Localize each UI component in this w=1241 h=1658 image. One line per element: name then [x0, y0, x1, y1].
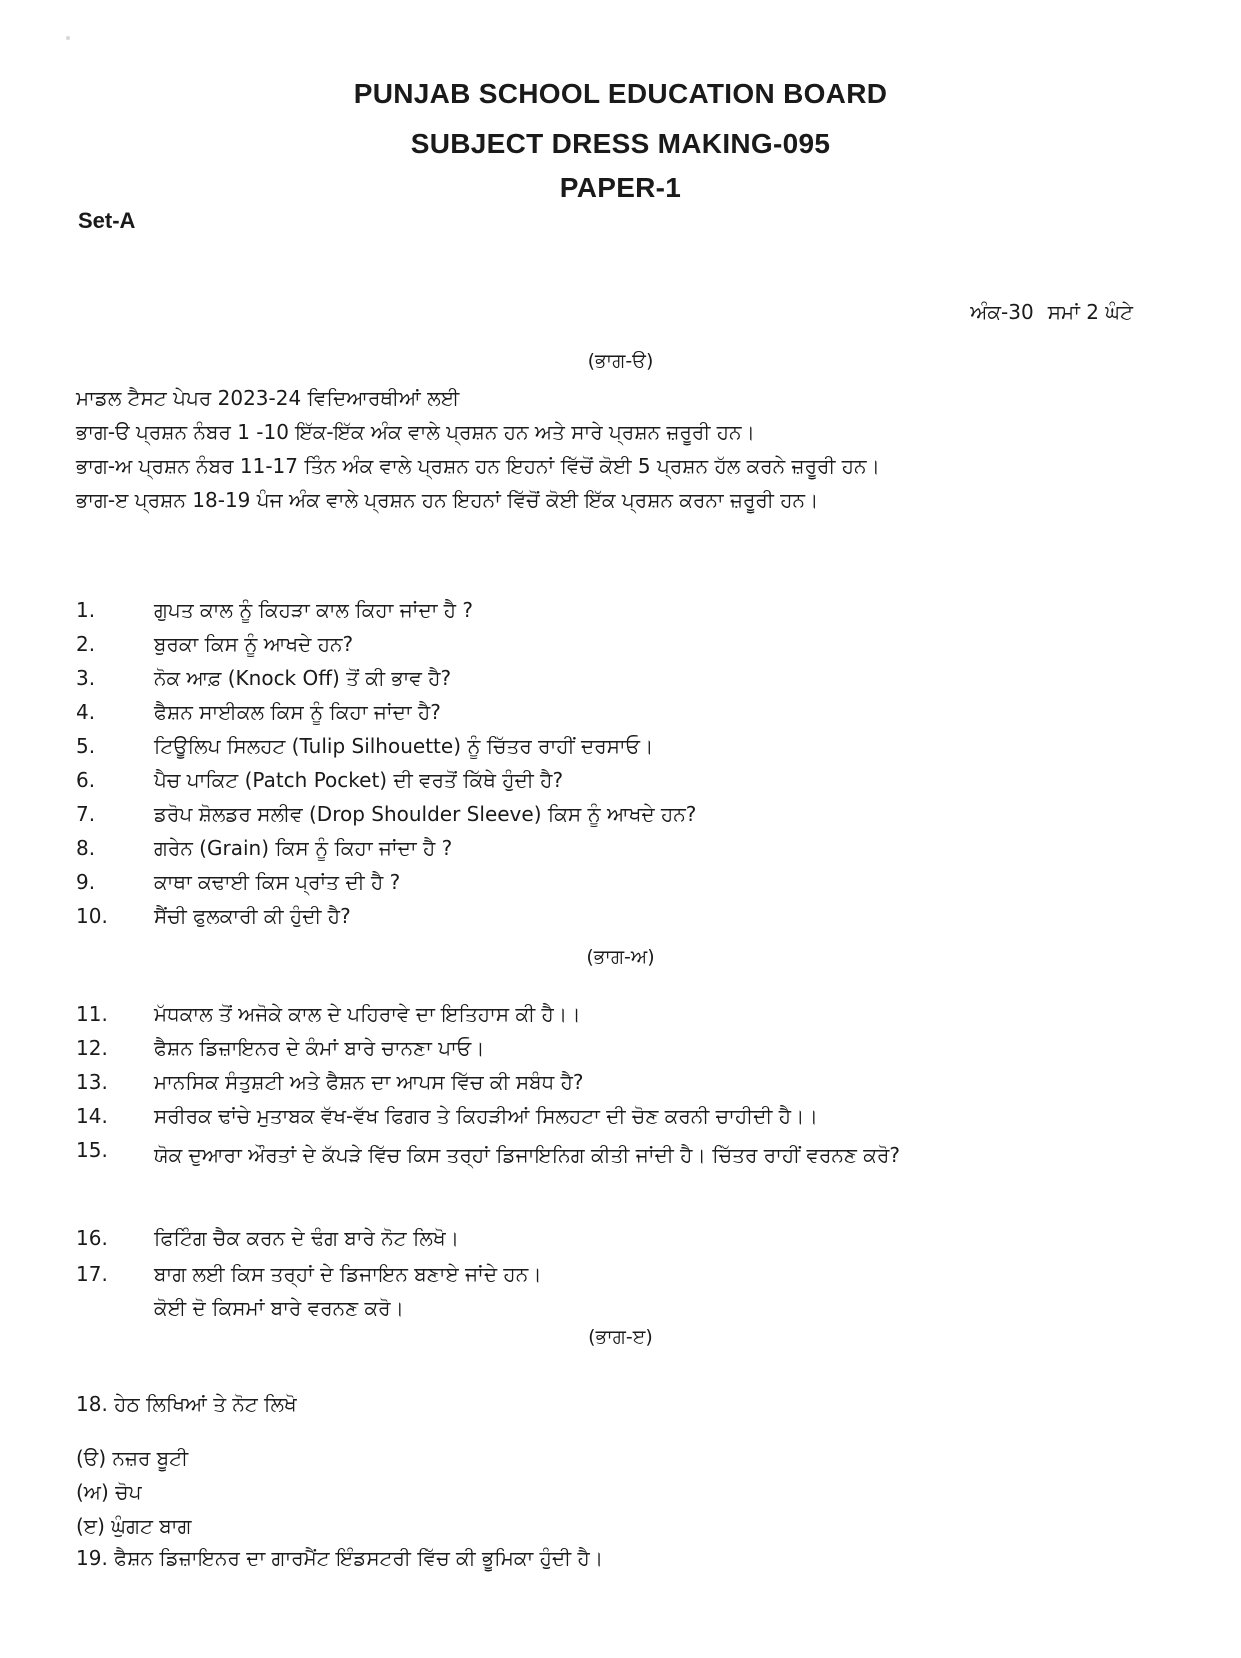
- question-text: ਬੁਰਕਾ ਕਿਸ ਨੂੰ ਆਖਦੇ ਹਨ?: [154, 632, 354, 656]
- instruction-line: ਮਾਡਲ ਟੈਸਟ ਪੇਪਰ 2023-24 ਵਿਦਿਆਰਥੀਆਂ ਲਈ: [76, 386, 460, 410]
- instruction-line: ਭਾਗ-ੲ ਪ੍ਰਸ਼ਨ 18-19 ਪੰਜ ਅੰਕ ਵਾਲੇ ਪ੍ਰਸ਼ਨ ਹਨ ਇਹਨਾਂ ਵਿੱਚੋਂ ਕੋਈ ਇੱਕ ਪ੍ਰਸ਼ਨ ਕਰਨਾ ਜ਼ਰੂਰੀ ਹਨ।: [76, 488, 819, 512]
- question-number: 6.: [76, 768, 96, 792]
- question-text: ਟਿਊਲਿਪ ਸਿਲਹਟ (Tulip Silhouette) ਨੂੰ ਚਿੱਤਰ ਰਾਹੀਂ ਦਰਸਾਓ।: [154, 734, 654, 758]
- question-text: ਡਰੋਪ ਸ਼ੋਲਡਰ ਸਲੀਵ (Drop Shoulder Sleeve) ਕਿਸ ਨੂੰ ਆਖਦੇ ਹਨ?: [154, 802, 697, 826]
- question-item: [76, 1002, 581, 1026]
- question-number: 16.: [76, 1226, 108, 1250]
- question-item: [76, 1070, 584, 1094]
- question-number: 4.: [76, 700, 96, 724]
- question-item: [76, 734, 653, 758]
- question-number: 3.: [76, 666, 96, 690]
- question-number: 5.: [76, 734, 96, 758]
- question-text: ਸੈਂਚੀ ਫੁਲਕਾਰੀ ਕੀ ਹੁੰਦੀ ਹੈ?: [154, 904, 351, 928]
- question-number: 2.: [76, 632, 96, 656]
- question-number: 8.: [76, 836, 96, 860]
- question-item: [76, 1262, 542, 1286]
- question-18-option: (ਅ) ਚੋਪ: [76, 1480, 142, 1504]
- question-text: ਫੈਸ਼ਨ ਸਾਈਕਲ ਕਿਸ ਨੂੰ ਕਿਹਾ ਜਾਂਦਾ ਹੈ?: [154, 700, 441, 724]
- question-number: 11.: [76, 1002, 108, 1026]
- subject-title: SUBJECT DRESS MAKING-095: [410, 128, 831, 159]
- question-item: [76, 700, 441, 724]
- question-item: [76, 632, 353, 656]
- question-item: [76, 598, 473, 622]
- question-item-continued: [76, 1296, 404, 1320]
- question-item: [76, 904, 351, 928]
- question-item: [76, 1036, 485, 1060]
- question-text: ਗੁਪਤ ਕਾਲ ਨੂੰ ਕਿਹੜਾ ਕਾਲ ਕਿਹਾ ਜਾਂਦਾ ਹੈ ?: [154, 598, 474, 622]
- question-item: [76, 768, 563, 792]
- question-text: ਪੈਚ ਪਾਕਿਟ (Patch Pocket) ਦੀ ਵਰਤੋਂ ਕਿੱਥੇ ਹੁੰਦੀ ਹੈ?: [154, 768, 564, 792]
- question-18-option: (ੳ) ਨਜ਼ਰ ਬੂਟੀ: [76, 1446, 189, 1470]
- question-text: ਫਿਟਿੰਗ ਚੈਕ ਕਰਨ ਦੇ ਢੰਗ ਬਾਰੇ ਨੋਟ ਲਿਖੋ।: [154, 1226, 460, 1250]
- scan-speck: [66, 36, 70, 40]
- board-title: PUNJAB SCHOOL EDUCATION BOARD: [353, 78, 888, 109]
- question-item: [76, 836, 452, 860]
- set-label: Set-A: [78, 208, 136, 233]
- question-text: ਬਾਗ ਲਈ ਕਿਸ ਤਰ੍ਹਾਂ ਦੇ ਡਿਜਾਇਨ ਬਣਾਏ ਜਾਂਦੇ ਹਨ।: [154, 1262, 542, 1286]
- question-text: ਫੈਸ਼ਨ ਡਿਜ਼ਾਇਨਰ ਦੇ ਕੰਮਾਂ ਬਾਰੇ ਚਾਨਣਾ ਪਾਓ।: [154, 1036, 485, 1060]
- question-item: [76, 802, 696, 826]
- question-text: ਨੋਕ ਆਫ਼ (Knock Off) ਤੋਂ ਕੀ ਭਾਵ ਹੈ?: [154, 666, 452, 690]
- question-text: ਗਰੇਨ (Grain) ਕਿਸ ਨੂੰ ਕਿਹਾ ਜਾਂਦਾ ਹੈ ?: [154, 836, 453, 860]
- instruction-line: ਭਾਗ-ਅ ਪ੍ਰਸ਼ਨ ਨੰਬਰ 11-17 ਤਿੰਨ ਅੰਕ ਵਾਲੇ ਪ੍ਰਸ਼ਨ ਹਨ ਇਹਨਾਂ ਵਿੱਚੋਂ ਕੋਈ 5 ਪ੍ਰਸ਼ਨ ਹੱਲ ਕਰਨੇ ਜ਼ਰੂਰੀ ਹਨ।: [76, 454, 881, 478]
- part-a-heading: (ਭਾਗ-ੳ): [587, 350, 654, 372]
- question-item: [76, 666, 451, 690]
- question-text: ਸਰੀਰਕ ਢਾਂਚੇ ਮੁਤਾਬਕ ਵੱਖ-ਵੱਖ ਫਿਗਰ ਤੇ ਕਿਹੜੀਆਂ ਸਿਲਹਟਾ ਦੀ ਚੋਣ ਕਰਨੀ ਚਾਹੀਦੀ ਹੈ।।: [154, 1104, 818, 1128]
- paper-title: PAPER-1: [559, 172, 682, 203]
- question-text: ਕਾਥਾ ਕਢਾਈ ਕਿਸ ਪ੍ਰਾਂਤ ਦੀ ਹੈ ?: [154, 870, 401, 894]
- question-item: [76, 870, 400, 894]
- question-item: [76, 1104, 818, 1128]
- part-c-heading: (ਭਾਗ-ੲ): [588, 1326, 653, 1348]
- question-text: ਕੋਈ ਦੋ ਕਿਸਮਾਂ ਬਾਰੇ ਵਰਨਣ ਕਰੋ।: [154, 1296, 405, 1320]
- question-18: 18. ਹੇਠ ਲਿਖਿਆਂ ਤੇ ਨੋਟ ਲਿਖੋ: [76, 1392, 297, 1416]
- question-number: 17.: [76, 1262, 108, 1286]
- question-text: ਮੱਧਕਾਲ ਤੋਂ ਅਜੋਕੇ ਕਾਲ ਦੇ ਪਹਿਰਾਵੇ ਦਾ ਇਤਿਹਾਸ ਕੀ ਹੈ।।: [154, 1002, 581, 1026]
- question-number: 7.: [76, 802, 96, 826]
- question-number: 15.: [76, 1138, 108, 1162]
- part-b-heading: (ਭਾਗ-ਅ): [586, 946, 655, 968]
- question-number: 13.: [76, 1070, 108, 1094]
- marks-time: [956, 300, 1133, 324]
- question-number: 1.: [76, 598, 96, 622]
- question-number: 14.: [76, 1104, 108, 1128]
- question-number: 12.: [76, 1036, 108, 1060]
- question-19: 19. ਫੈਸ਼ਨ ਡਿਜ਼ਾਇਨਰ ਦਾ ਗਾਰਮੈਂਟ ਇੰਡਸਟਰੀ ਵਿੱਚ ਕੀ ਭੂਮਿਕਾ ਹੁੰਦੀ ਹੈ।: [76, 1546, 604, 1570]
- question-item: [76, 1226, 459, 1250]
- question-number: 10.: [76, 904, 108, 928]
- question-item: [76, 1138, 1114, 1172]
- question-number: 9.: [76, 870, 96, 894]
- total-marks: ਅੰਕ-30: [970, 300, 1034, 324]
- time-allowed: ਸਮਾਂ 2 ਘੰਟੇ: [1047, 300, 1133, 324]
- question-text: ਯੋਕ ਦੁਆਰਾ ਔਰਤਾਂ ਦੇ ਕੱਪੜੇ ਵਿੱਚ ਕਿਸ ਤਰ੍ਹਾਂ ਡਿਜਾਇਨਿਗ ਕੀਤੀ ਜਾਂਦੀ ਹੈ। ਚਿੱਤਰ ਰਾਹੀਂ ਵਰਨਣ ਕਰੋ?: [154, 1143, 900, 1167]
- instruction-line: ਭਾਗ-ੳ ਪ੍ਰਸ਼ਨ ਨੰਬਰ 1 -10 ਇੱਕ-ਇੱਕ ਅੰਕ ਵਾਲੇ ਪ੍ਰਸ਼ਨ ਹਨ ਅਤੇ ਸਾਰੇ ਪ੍ਰਸ਼ਨ ਜ਼ਰੂਰੀ ਹਨ।: [76, 420, 755, 444]
- question-text: ਮਾਨਸਿਕ ਸੰਤੁਸ਼ਟੀ ਅਤੇ ਫੈਸ਼ਨ ਦਾ ਆਪਸ ਵਿੱਚ ਕੀ ਸਬੰਧ ਹੈ?: [154, 1070, 584, 1094]
- question-18-option: (ੲ) ਘੁੰਗਟ ਬਾਗ: [76, 1514, 192, 1538]
